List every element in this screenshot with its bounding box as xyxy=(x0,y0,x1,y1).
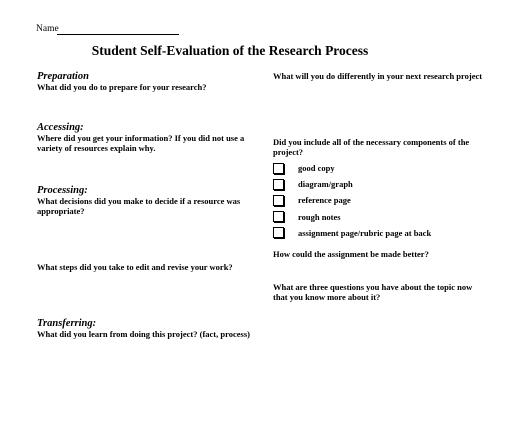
checklist-item-assignment-page[interactable] xyxy=(273,225,473,241)
name-label: Name xyxy=(36,24,59,34)
checkbox-icon[interactable] xyxy=(273,163,284,174)
page-title: Student Self-Evaluation of the Research Process xyxy=(91,43,369,58)
checklist-label: diagram/graph xyxy=(298,179,353,190)
three-questions: What are three questions you have about the topic now that you know more about it? xyxy=(273,282,473,302)
accessing-heading: Accessing: xyxy=(37,122,84,133)
checkbox-icon[interactable] xyxy=(273,195,284,206)
preparation-heading: Preparation xyxy=(37,71,89,82)
checkbox-icon[interactable] xyxy=(273,227,284,238)
checklist-label: assignment page/rubric page at back xyxy=(298,227,432,238)
better-question: How could the assignment be made better? xyxy=(273,249,429,259)
accessing-question: Where did you get your information? If you did not use a variety of resources explain why. xyxy=(37,133,245,153)
checklist-item-good-copy[interactable] xyxy=(273,160,473,176)
transferring-heading: Transferring: xyxy=(37,318,97,329)
checklist-item-reference-page[interactable] xyxy=(273,192,473,208)
checkbox-icon[interactable] xyxy=(273,179,284,190)
edit-revise-question: What steps did you take to edit and revise your work? xyxy=(37,262,233,272)
checklist-label: rough notes xyxy=(298,211,341,222)
checklist-label: reference page xyxy=(298,195,351,206)
processing-question: What decisions did you make to decide if a resource was appropriate? xyxy=(37,196,241,216)
components-question: Did you include all of the necessary components of the project? xyxy=(273,137,470,157)
name-field-line[interactable] xyxy=(57,34,179,35)
checkbox-icon[interactable] xyxy=(273,211,284,222)
checklist-item-diagram[interactable] xyxy=(273,176,473,192)
transferring-question: What did you learn from doing this project? (fact, process) xyxy=(37,329,250,339)
checklist-label: good copy xyxy=(298,163,335,174)
differently-question: What will you do differently in your next research project xyxy=(273,71,483,81)
preparation-question: What did you do to prepare for your research? xyxy=(37,82,207,92)
processing-heading: Processing: xyxy=(37,185,88,196)
components-checklist xyxy=(273,160,473,241)
checklist-item-rough-notes[interactable] xyxy=(273,209,473,225)
